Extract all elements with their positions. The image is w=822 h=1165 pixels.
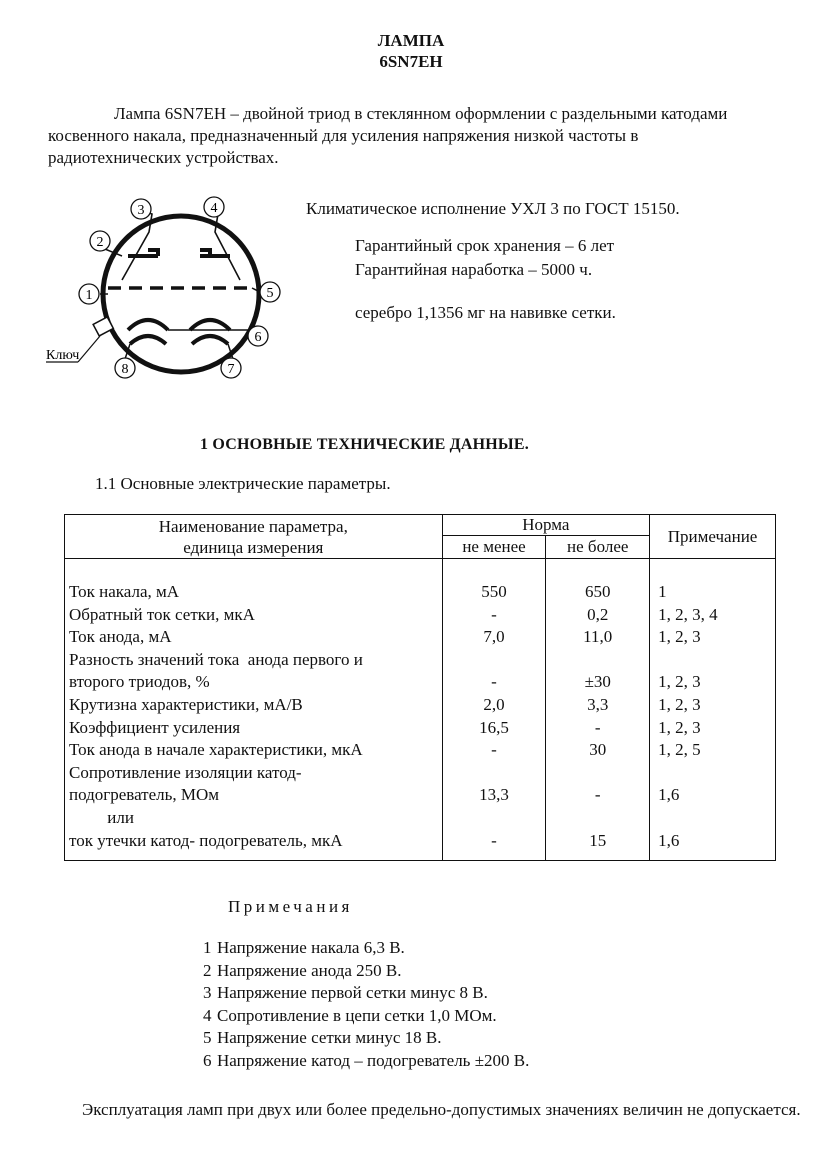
cell-min [442,762,546,785]
cell-min: - [442,830,546,861]
pin-6 [248,326,268,346]
table-row [65,717,776,740]
notes-list [203,937,529,1072]
envelope-circle [103,216,259,372]
note-item [203,1027,529,1050]
cell-note [650,807,776,830]
cell-min: 2,0 [442,694,546,717]
cell-parameter: Обратный ток сетки, мкА [65,604,443,627]
note-item [203,1050,529,1073]
cell-max: 11,0 [546,626,650,649]
cell-max: 0,2 [546,604,650,627]
heater-right [192,336,228,344]
cell-note: 1, 2, 3 [650,717,776,740]
cell-note: 1, 2, 3 [650,694,776,717]
cell-parameter: второго триодов, % [65,671,443,694]
table-row [65,739,776,762]
cell-note: 1, 2, 3, 4 [650,604,776,627]
cell-parameter: Сопротивление изоляции катод- [65,762,443,785]
runtime-spec: Гарантийная наработка – 5000 ч. [355,260,593,279]
svg-text:3: 3 [137,203,145,218]
header-max: не более [546,536,650,559]
cell-min: 13,3 [442,784,546,807]
note-number: 5 [203,1028,212,1047]
table-row [65,581,776,604]
cell-parameter: Ток накала, мА [65,581,443,604]
cell-note [650,762,776,785]
cell-parameter: подогреватель, МОм [65,784,443,807]
note-number: 3 [203,983,212,1002]
cell-max: - [546,717,650,740]
heater-left [130,336,166,344]
table-row [65,694,776,717]
cell-min [442,807,546,830]
note-number: 6 [203,1050,212,1070]
anode-right [212,214,240,280]
svg-text:8: 8 [121,362,129,377]
note-number: 4 [203,1005,212,1025]
doc-model: 6SN7EH [379,52,443,71]
svg-text:7: 7 [227,362,235,377]
table-row [65,649,776,672]
table-row [65,604,776,627]
header-note: Примечание [650,515,776,559]
table-row [65,807,776,830]
note-item [203,1005,529,1028]
cell-parameter: Крутизна характеристики, мА/В [65,694,443,717]
note-text: Напряжение накала 6,3 В. [217,938,405,957]
table-row [65,626,776,649]
note-text: Напряжение сетки минус 18 В. [217,1028,442,1047]
svg-text:6: 6 [254,330,262,345]
cell-max: 15 [546,830,650,861]
parameters-table [64,514,776,861]
cell-min [442,649,546,672]
note-text: Напряжение первой сетки минус 8 В. [217,983,488,1002]
table-body [65,559,776,861]
cell-max: - [546,784,650,807]
storage-spec: Гарантийный срок хранения – 6 лет [355,236,615,255]
note-text: Напряжение катод – подогреватель ±200 В. [217,1050,530,1070]
svg-text:2: 2 [96,235,104,250]
cell-parameter: Разность значений тока анода первого и [65,649,443,672]
svg-text:1: 1 [85,288,93,303]
note-text: Напряжение анода 250 В. [217,960,402,980]
intro-paragraph [48,103,768,169]
intro-text: Лампа 6SN7EH – двойной триод в стеклянном оформлении с раздельными катодами косвенного накала, предназначенный для усиления напряжения низкой частоты в радиотехнических устройствах. [48,104,728,167]
cell-min: - [442,671,546,694]
cell-parameter: ток утечки катод- подогреватель, мкА [65,830,443,861]
footer-paragraph [48,1098,808,1121]
table-row [65,762,776,785]
pin-3 [131,199,151,219]
header-min: не менее [442,536,546,559]
cell-note: 1,6 [650,830,776,861]
cell-min: 550 [442,581,546,604]
key-notch [93,317,113,336]
cell-parameter: Ток анода, мА [65,626,443,649]
note-text: Сопротивление в цепи сетки 1,0 МОм. [217,1005,497,1025]
cell-min: - [442,604,546,627]
pin-4 [204,197,224,217]
cell-parameter: Ток анода в начале характеристики, мкА [65,739,443,762]
pin-5 [260,282,280,302]
cell-max: 650 [546,581,650,604]
pin-2 [90,231,110,251]
cathode-left [128,320,168,330]
note-item [203,937,529,960]
pin-7 [221,358,241,378]
svg-text:4: 4 [210,201,218,216]
cell-min: 7,0 [442,626,546,649]
cell-max [546,762,650,785]
tube-pinout-diagram [40,192,290,387]
table-row [65,784,776,807]
cell-parameter: Коэффициент усиления [65,717,443,740]
cell-note [650,649,776,672]
subsection-title: 1.1 Основные электрические параметры. [95,474,391,493]
note-number: 2 [203,960,212,980]
pin-8 [115,358,135,378]
cell-note: 1, 2, 3 [650,671,776,694]
section-title: 1 ОСНОВНЫЕ ТЕХНИЧЕСКИЕ ДАННЫЕ. [200,436,529,453]
note-item [203,982,529,1005]
header-norma: Норма [442,515,649,536]
cell-note: 1,6 [650,784,776,807]
cell-max: 3,3 [546,694,650,717]
cell-min: - [442,739,546,762]
cell-max [546,807,650,830]
climate-spec: Климатическое исполнение УХЛ 3 по ГОСТ 15150. [306,199,680,218]
pin-1 [79,284,99,304]
cell-note: 1, 2, 5 [650,739,776,762]
cell-max [546,649,650,672]
cell-note: 1, 2, 3 [650,626,776,649]
table-spacer-row [65,559,776,582]
cell-max: ±30 [546,671,650,694]
cathode-right [190,320,230,330]
table-row [65,671,776,694]
cell-max: 30 [546,739,650,762]
table-row [65,830,776,861]
svg-text:5: 5 [266,286,274,301]
cell-note: 1 [650,581,776,604]
key-label: Ключ [46,348,80,363]
footer-text: Эксплуатация ламп при двух или более предельно-допустимых значениях величин не допускается. [82,1100,801,1119]
silver-spec: серебро 1,1356 мг на навивке сетки. [355,303,616,322]
cell-parameter: или [65,807,443,830]
notes-title: Примечания [228,897,353,916]
cell-min: 16,5 [442,717,546,740]
doc-title: ЛАМПА [377,31,445,50]
note-number: 1 [203,938,212,957]
note-item [203,960,529,983]
header-parameter-name: Наименование параметра, единица измерения [65,515,443,559]
